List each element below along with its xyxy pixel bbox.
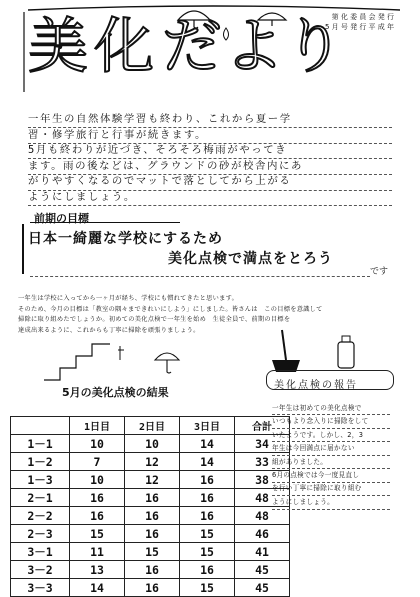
ruled-line bbox=[28, 190, 392, 191]
report-line: いつもより念入りに掃除をして bbox=[272, 417, 369, 426]
issue-line: 第 化 委 員 会 発 行 bbox=[331, 13, 394, 21]
score-cell: 16 bbox=[70, 489, 125, 507]
goal-heading-underline bbox=[30, 222, 180, 223]
ruled-line bbox=[272, 414, 390, 415]
ruled-line bbox=[272, 482, 390, 483]
goal-line: 美化点検で満点をとろう bbox=[168, 251, 333, 267]
class-label: 2－3 bbox=[11, 525, 70, 543]
masthead-char: だ bbox=[162, 12, 222, 82]
table-header-cell: 合計 bbox=[235, 417, 290, 435]
table-header-row bbox=[11, 417, 290, 435]
goal-line: 日本一綺麗な学校にするため bbox=[28, 231, 223, 247]
score-cell: 16 bbox=[125, 561, 180, 579]
table-row bbox=[11, 435, 290, 453]
total-cell: 33 bbox=[235, 453, 290, 471]
score-cell: 13 bbox=[70, 561, 125, 579]
total-cell: 41 bbox=[235, 543, 290, 561]
report-line: 6月の点検では今一度見直し bbox=[272, 471, 360, 480]
masthead-char: よ bbox=[224, 12, 284, 82]
total-cell: 46 bbox=[235, 525, 290, 543]
broom-icon bbox=[262, 326, 312, 374]
score-cell: 12 bbox=[125, 453, 180, 471]
goal-heading: 前期の目標 bbox=[34, 212, 89, 225]
table-header-cell: 2日目 bbox=[125, 417, 180, 435]
report-line: を行い丁寧に掃除に取り組む bbox=[272, 484, 362, 493]
class-label: 1－1 bbox=[11, 435, 70, 453]
total-cell: 48 bbox=[235, 507, 290, 525]
score-cell: 14 bbox=[180, 453, 235, 471]
masthead-char: り bbox=[284, 12, 344, 82]
results-table bbox=[10, 416, 290, 597]
class-label: 2－1 bbox=[11, 489, 70, 507]
score-cell: 16 bbox=[180, 471, 235, 489]
score-cell: 15 bbox=[180, 525, 235, 543]
explain-line: そのため、今月の目標は「教室の隅々まできれいにしよう」にしました。皆さんは この目標を意識して bbox=[18, 305, 323, 313]
score-cell: 16 bbox=[180, 561, 235, 579]
cleaner-bottle-icon bbox=[332, 334, 362, 372]
score-cell: 12 bbox=[125, 471, 180, 489]
ruled-line bbox=[272, 509, 390, 510]
total-cell: 45 bbox=[235, 561, 290, 579]
table-header-cell: 3日目 bbox=[180, 417, 235, 435]
ruled-line bbox=[272, 455, 390, 456]
total-cell: 38 bbox=[235, 471, 290, 489]
intro-line: 一年生の自然体験学習も終わり、これから夏ー学 bbox=[28, 113, 292, 125]
masthead-char: 化 bbox=[94, 12, 154, 82]
ruled-line bbox=[272, 441, 390, 442]
class-label: 3－2 bbox=[11, 561, 70, 579]
explanation-paragraph bbox=[18, 294, 402, 336]
table-header-cell: 1日目 bbox=[70, 417, 125, 435]
class-label: 1－3 bbox=[11, 471, 70, 489]
report-line: いたようです。しかし、2，3 bbox=[272, 430, 364, 439]
total-cell: 34 bbox=[235, 435, 290, 453]
score-cell: 10 bbox=[125, 435, 180, 453]
table-row bbox=[11, 579, 290, 597]
ruled-line bbox=[28, 174, 392, 175]
issue-info bbox=[302, 12, 394, 32]
intro-line: がりやすくなるのでマットで落としてから上がる bbox=[28, 175, 292, 188]
table-row bbox=[11, 525, 290, 543]
raindrop-icon bbox=[216, 26, 236, 42]
class-label: 1－2 bbox=[11, 453, 70, 471]
total-cell: 48 bbox=[235, 489, 290, 507]
ruled-line bbox=[28, 127, 392, 128]
report-line: 組がありました。 bbox=[272, 457, 328, 466]
report-line: ようにしましょう。 bbox=[272, 497, 335, 506]
score-cell: 10 bbox=[70, 471, 125, 489]
ruled-line bbox=[272, 495, 390, 496]
table-row bbox=[11, 543, 290, 561]
ruled-line bbox=[28, 205, 392, 206]
score-cell: 16 bbox=[180, 489, 235, 507]
score-cell: 15 bbox=[70, 525, 125, 543]
score-cell: 16 bbox=[125, 525, 180, 543]
table-title: 5月の美化点検の結果 bbox=[62, 386, 169, 399]
report-title: 美化点検の報告 bbox=[274, 380, 358, 391]
score-cell: 16 bbox=[70, 507, 125, 525]
explain-line: 達成出来るように、これからも丁寧に掃除を頑張りましょう。 bbox=[18, 326, 200, 334]
score-cell: 15 bbox=[125, 543, 180, 561]
score-cell: 16 bbox=[125, 489, 180, 507]
intro-line: 習・修学旅行と行事が続きます。 bbox=[28, 128, 208, 141]
class-label: 3－1 bbox=[11, 543, 70, 561]
table-row bbox=[11, 453, 290, 471]
score-cell: 14 bbox=[180, 435, 235, 453]
ruled-line bbox=[272, 468, 390, 469]
score-cell: 16 bbox=[180, 507, 235, 525]
score-cell: 16 bbox=[125, 507, 180, 525]
ruled-line bbox=[28, 158, 392, 159]
ruled-line bbox=[28, 143, 392, 144]
table-row bbox=[11, 489, 290, 507]
score-cell: 7 bbox=[70, 453, 125, 471]
score-cell: 15 bbox=[180, 543, 235, 561]
table-header-cell bbox=[11, 417, 70, 435]
score-cell: 16 bbox=[125, 579, 180, 597]
issue-line: 5 月 号 発 行 平 成 年 bbox=[324, 23, 394, 31]
report-line: 一年生は初めての美化点検で bbox=[272, 404, 362, 412]
intro-line: ます。雨の後などは、グラウンドの砂が校舎内にあ bbox=[28, 159, 303, 172]
table-row bbox=[11, 561, 290, 579]
umbrella-icon bbox=[254, 8, 290, 28]
ruled-line bbox=[272, 428, 390, 429]
class-label: 2－2 bbox=[11, 507, 70, 525]
table-row bbox=[11, 507, 290, 525]
class-label: 3－3 bbox=[11, 579, 70, 597]
intro-line: 5月も終わりが近づき、そろそろ梅雨がやってき bbox=[28, 144, 288, 157]
table-row bbox=[11, 471, 290, 489]
masthead-char: 美 bbox=[28, 12, 88, 82]
explain-line: 一年生は学校に入ってから一ヶ月が経ち、学校にも慣れてきたと思います。 bbox=[18, 295, 239, 302]
score-cell: 10 bbox=[70, 435, 125, 453]
score-cell: 15 bbox=[180, 579, 235, 597]
ruled-line bbox=[30, 276, 370, 277]
report-line: 年生は今回満点に届かない bbox=[272, 444, 355, 453]
masthead bbox=[22, 4, 408, 96]
intro-line: ようにしましょう。 bbox=[28, 190, 136, 203]
explain-line: 掃除に取り組めたでしょうか。初めての美化点検で一年生を始め 生徒全員で、前期の目標を bbox=[18, 316, 291, 323]
umbrella-icon bbox=[152, 346, 182, 376]
total-cell: 45 bbox=[235, 579, 290, 597]
score-cell: 11 bbox=[70, 543, 125, 561]
umbrella-icon bbox=[174, 6, 214, 28]
goal-ending: です bbox=[370, 267, 389, 277]
score-cell: 14 bbox=[70, 579, 125, 597]
